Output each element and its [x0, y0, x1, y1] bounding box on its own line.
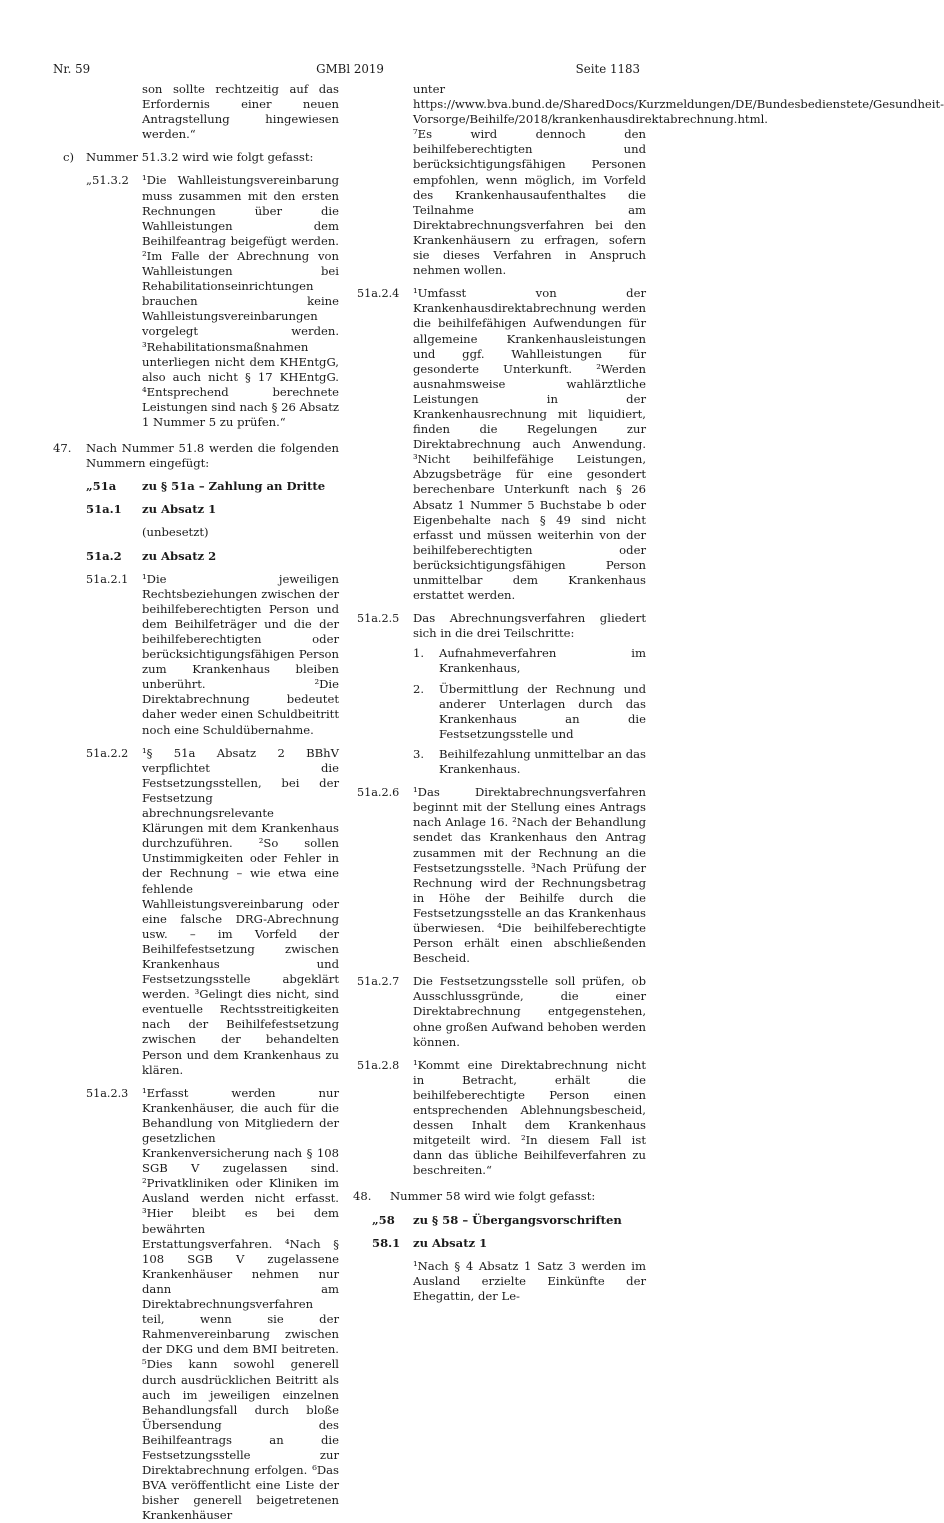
para-51a-2-7-text: Die Festsetzungsstelle soll prüfen, ob Ausschlussgründe, die einer Direktabrechnung entgegenstehen, ohne großen Aufwand behoben werden können. [413, 974, 646, 1049]
list-item [413, 646, 646, 676]
heading-51a-text: zu § 51a – Zahlung an Dritte [142, 479, 326, 494]
item-47-text: Nach Nummer 51.8 werden die folgenden Nummern eingefügt: [86, 441, 339, 471]
para-51a-2-5-number: 51a.2.5 [357, 612, 400, 626]
left-column [53, 82, 339, 1523]
heading-51a-2-number: 51a.2 [86, 548, 122, 563]
para-51a-2-5-text: Das Abrechnungsverfahren gliedert sich in die drei Teilschritte: [413, 611, 646, 641]
para-51a-2-6-text: ¹Das Direktabrechnungsverfahren beginnt mit der Stellung eines Antrags nach Anlage 16. ²Nach der Behandlung sendet das Krankenhaus den Antrag zusammen mit der Rechnung an die Festsetzungsstelle. ³Nach Prüfung der Rechnung wird der Rechnungsbetrag in Höhe der Beihilfe durch die Festsetzungsstelle an das Krankenhaus überwiesen. ⁴Die beihilfeberechtigte Person erhält einen abschließenden Bescheid. [413, 785, 646, 966]
heading-58-1 [372, 1236, 646, 1251]
para-51a-2-1 [86, 572, 339, 738]
item-c-text: Nummer 51.3.2 wird wie folgt gefasst: [86, 150, 314, 165]
list-item-number: 2. [413, 681, 425, 696]
steps-list [413, 646, 646, 777]
list-item-text: Übermittlung der Rechnung und anderer Unterlagen durch das Krankenhaus an die Festsetzungsstelle und [439, 681, 646, 741]
heading-51a-number: „51a [86, 479, 117, 494]
item-47 [53, 441, 339, 471]
heading-51a [86, 479, 339, 494]
unbesetzt-note: (unbesetzt) [142, 525, 209, 540]
heading-58-text: zu § 58 – Übergangsvorschriften [413, 1212, 622, 1227]
right-continuation-text: unter https://www.bva.bund.de/SharedDocs/Kurzmeldungen/DE/Bundesbedienstete/Gesundheit-Vorsorge/Beihilfe/2018/krankenhausdirektabrechnung.html. ⁷Es wird dennoch den beihilfeberechtigten und berücksichtigungsfähigen Personen empfohlen, wenn möglich, im Vorfeld des Krankenhausaufenthaltes die Teilnahme am Direktabrechnungsverfahren bei den Krankenhäusern zu erfragen, sofern sie dieses Verfahren in Anspruch nehmen wollen. [413, 82, 944, 278]
list-item-number: 1. [413, 646, 425, 661]
para-51a-2-3-text: ¹Erfasst werden nur Krankenhäuser, die auch für die Behandlung von Mitgliedern der gesetzlichen Krankenversicherung nach § 108 SGB V zugelassen sind. ²Privatkliniken oder Kliniken im Ausland werden nicht erfasst. ³Hier bleibt es bei dem bewährten Erstattungsverfahren. ⁴Nach § 108 SGB V zugelassene Krankenhäuser nehmen nur dann am Direktabrechnungsverfahren teil, wenn sie der Rahmenvereinbarung zwischen der DKG und dem BMI beitreten. ⁵Dies kann sowohl generell durch ausdrücklichen Beitritt als auch im jeweiligen einzelnen Behandlungsfall durch bloße Übersendung des Beihilfeantrags an die Festsetzungsstelle zur Direktabrechnung erfolgen. ⁶Das BVA veröffentlicht eine Liste der bisher generell beigetretenen Krankenhäuser [142, 1085, 339, 1523]
list-item-text: Aufnahmeverfahren im Krankenhaus, [439, 646, 646, 676]
heading-51a-2-text: zu Absatz 2 [142, 548, 217, 563]
list-item-number: 3. [413, 746, 425, 761]
para-51a-2-8 [357, 1058, 646, 1179]
para-51a-2-2 [86, 746, 339, 1078]
heading-51a-1 [86, 502, 339, 517]
heading-51a-1-number: 51a.1 [86, 502, 122, 517]
para-51a-2-5 [357, 611, 646, 641]
item-48-number: 48. [353, 1189, 372, 1204]
para-51a-2-7-number: 51a.2.7 [357, 975, 400, 989]
para-51a-2-6-number: 51a.2.6 [357, 786, 400, 800]
heading-51a-1-text: zu Absatz 1 [142, 502, 217, 517]
list-item [413, 747, 646, 777]
item-48 [353, 1189, 646, 1204]
heading-58-number: „58 [372, 1212, 395, 1227]
para-51a-2-3 [86, 1086, 339, 1523]
heading-58-1-text: zu Absatz 1 [413, 1235, 488, 1250]
quote-51-3-2-text: ¹Die Wahlleistungsvereinbarung muss zusammen mit den ersten Rechnungen über die Wahlleistungen dem Beihilfeantrag beigefügt werden. ²Im Falle der Abrechnung von Wahlleistungen bei Rehabilitationseinrichtungen brauchen keine Wahlleistungsvereinbarungen vorgelegt werden. ³Rehabilitationsmaßnahmen unterliegen nicht dem KHEntgG, also auch nicht § 17 KHEntgG. ⁴Entsprechend berechnete Leistungen sind nach § 26 Absatz 1 Nummer 5 zu prüfen.“ [142, 173, 339, 429]
para-51a-2-1-number: 51a.2.1 [86, 572, 129, 586]
publication-title: GMBl 2019 [316, 62, 384, 76]
item-c [63, 150, 339, 165]
page-issue-number: Nr. 59 [53, 62, 91, 76]
continuation-text: son sollte rechtzeitig auf das Erfordernis einer neuen Antragstellung hingewiesen werden.“ [142, 82, 339, 142]
para-58-1-text: ¹Nach § 4 Absatz 1 Satz 3 werden im Ausland erzielte Einkünfte der Ehegattin, der Le- [413, 1258, 646, 1303]
list-item-text: Beihilfezahlung unmittelbar an das Krankenhaus. [439, 746, 646, 777]
para-51a-2-3-number: 51a.2.3 [86, 1086, 129, 1100]
para-51a-2-2-text: ¹§ 51a Absatz 2 BBhV verpflichtet die Festsetzungsstellen, bei der Festsetzung abrechnungsrelevante Klärungen mit dem Krankenhaus durchzuführen. ²So sollen Unstimmigkeiten oder Fehler in der Rechnung – wie etwa eine fehlende Wahlleistungsvereinbarung oder eine falsche DRG-Abrechnung usw. – im Vorfeld der Beihilfefestsetzung zwischen Krankenhaus und Festsetzungsstelle abgeklärt werden. ³Gelingt dies nicht, sind eventuelle Rechtsstreitigkeiten nach der Beihilfefestsetzung zwischen der behandelten Person und dem Krankenhaus zu klären. [142, 745, 339, 1077]
para-51a-2-1-text: ¹Die jeweiligen Rechtsbeziehungen zwischen der beihilfeberechtigten Person und dem Beihilfeträger und die der beihilfeberechtigten oder berücksichtigungsfähigen Person zum Krankenhaus bleiben unberührt. ²Die Direktabrechnung bedeutet daher weder einen Schuldbeitritt noch eine Schuldübernahme. [142, 571, 339, 737]
heading-58 [372, 1213, 646, 1228]
heading-51a-2 [86, 549, 339, 564]
item-47-number: 47. [53, 441, 72, 456]
para-51a-2-8-text: ¹Kommt eine Direktabrechnung nicht in Betracht, erhält die beihilfeberechtigte Person einen entsprechenden Ablehnungsbescheid, dessen Inhalt dem Krankenhaus mitgeteilt wird. ²In diesem Fall ist dann das übliche Beihilfeverfahren zu beschreiten.“ [413, 1057, 646, 1178]
para-51a-2-6 [357, 785, 646, 966]
quote-51-3-2-number: „51.3.2 [86, 173, 129, 188]
page-number: Seite 1183 [575, 62, 640, 76]
para-51a-2-7 [357, 974, 646, 1049]
para-51a-2-4 [357, 286, 646, 603]
item-c-label: c) [63, 150, 75, 165]
item-48-text: Nummer 58 wird wie folgt gefasst: [390, 1189, 596, 1204]
para-51a-2-8-number: 51a.2.8 [357, 1058, 400, 1072]
right-column [353, 82, 944, 1304]
quote-51-3-2 [86, 173, 339, 430]
list-item [413, 682, 646, 742]
para-51a-2-2-number: 51a.2.2 [86, 746, 129, 760]
para-51a-2-4-number: 51a.2.4 [357, 287, 400, 301]
heading-58-1-number: 58.1 [372, 1235, 401, 1250]
para-51a-2-4-text: ¹Umfasst von der Krankenhausdirektabrechnung werden die beihilfefähigen Aufwendungen für allgemeine Krankenhausleistungen und ggf. Wahlleistungen für gesonderte Unterkunft. ²Werden ausnahmsweise wahlärztliche Leistungen in der Krankenhausrechnung mit liquidiert, finden die Regelungen zur Direktabrechnung auch Anwendung. ³Nicht beihilfefähige Leistungen, Abzugsbeträge für eine gesondert berechenbare Unterkunft nach § 26 Absatz 1 Nummer 5 Buchstabe b oder Eigenbehalte nach § 49 sind nicht erfasst und müssen weiterhin von der beihilfeberechtigten oder berücksichtigungsfähigen Person unmittelbar dem Krankenhaus erstattet werden. [413, 286, 646, 603]
